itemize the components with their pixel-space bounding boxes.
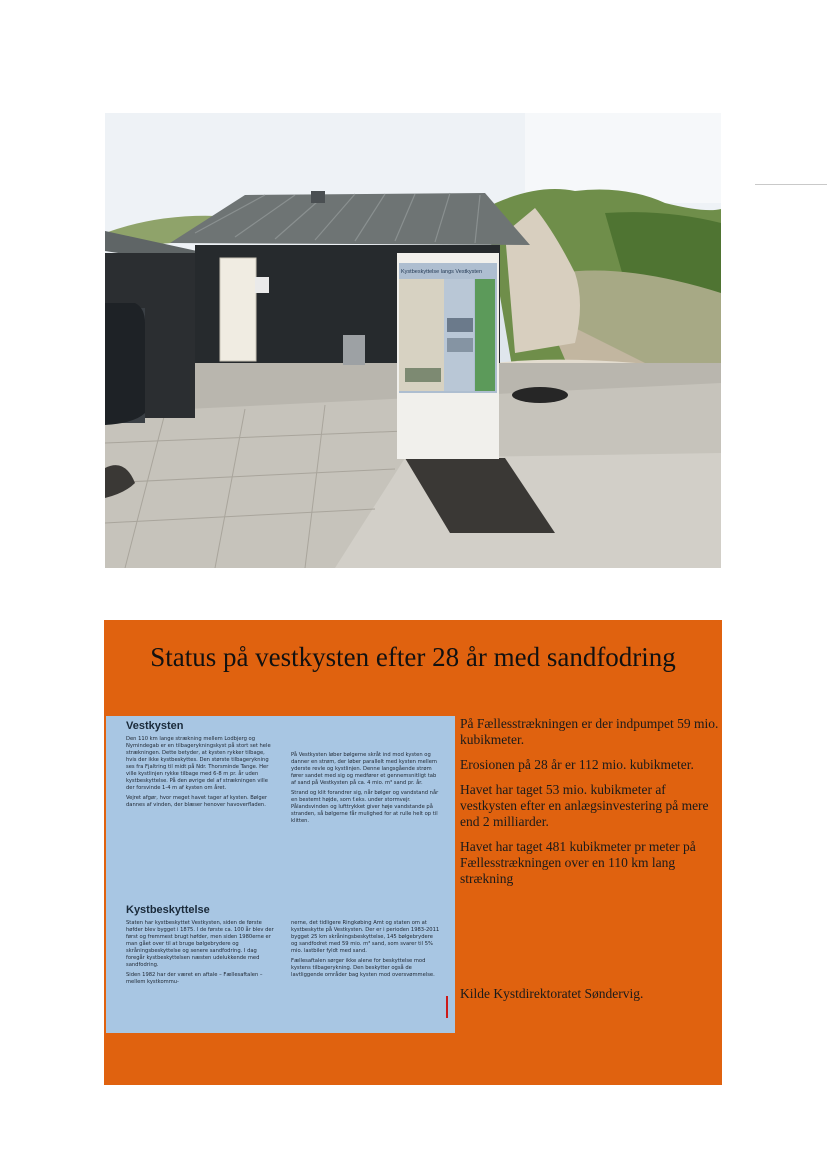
panel-col1-top bbox=[126, 736, 274, 812]
side-rule bbox=[755, 184, 827, 185]
source-note: Kilde Kystdirektoratet Søndervig. bbox=[460, 986, 644, 1001]
panel-paragraph: Vejret afgør, hvor meget havet tager af kysten. Bølger dannes af vinden, der blæser henover havoverfladen. bbox=[126, 795, 268, 808]
fact-per-meter: Havet har taget 481 kubikmeter pr meter på Fællesstrækningen over en 110 km lang strækning bbox=[460, 839, 696, 886]
panel-paragraph: Fællesaftalen sørger ikke alene for beskyttelse mod kystens tilbagerykning. Den beskytter også de lavtliggende områder bag kysten mod oversvømmelse. bbox=[291, 958, 435, 978]
panel-col2-top bbox=[291, 752, 441, 828]
sign-text-panel bbox=[106, 716, 455, 1033]
slide-title: Status på vestkysten efter 28 år med sandfodring bbox=[150, 642, 676, 672]
heading-kystbeskyttelse: Kystbeskyttelse bbox=[126, 904, 210, 916]
panel-paragraph: Siden 1982 har der været en aftale – Fællesaftalen – mellem kystkommu- bbox=[126, 972, 263, 985]
panel-paragraph: Den 110 km lange strækning mellem Lodbjerg og Nymindegab er en tilbagerykningskyst på stort set hele strækningen. Dette betyder, at kysten rykker tilbage, hvis der ikke kystbeskyttes. Den største tilbagerykning ses fra Fjaltring til midt på Ndr. Thorsminde Tange. Her ville kystlinjen rykke tilbage med 6-8 m pr. år uden kystbeskyttelse. På den øvrige del af strækningen ville der forsvinde 1-4 m af kysten om året. bbox=[126, 736, 271, 791]
panel-paragraph: Strand og klit forandrer sig, når bølger og vandstand når en bestemt højde, som f.eks. under stormvejr. Pålandsvinden og lufttrykket giver høje vandstande på stranden, så bølgerne får mulighed for at rulle helt op til klitten. bbox=[291, 790, 439, 824]
status-slide bbox=[104, 620, 722, 1085]
fact-pumped: På Fællesstrækningen er der indpumpet 59 mio. kubikmeter. bbox=[460, 716, 719, 747]
fact-sea-taken: Havet har taget 53 mio. kubikmeter af vestkysten efter en anlægsinvestering på mere end 2 milliarder. bbox=[460, 782, 709, 829]
panel-col2-bottom bbox=[291, 920, 441, 982]
sign-title-text: Kystbeskyttelse langs Vestkysten bbox=[401, 269, 483, 275]
heading-vestkysten: Vestkysten bbox=[126, 720, 184, 732]
panel-paragraph: nerne, det tidligere Ringkøbing Amt og staten om at kystbeskytte på Vestkysten. Der er i perioden 1983-2011 bygget 25 km skråningsbeskyttelse, 145 bølgebrydere og sandfodret med 59 mio. m³ sand, som svarer til 5% mio. lastbiler fyldt med sand. bbox=[291, 920, 440, 954]
panel-paragraph: På Vestkysten løber bølgerne skråt ind mod kysten og danner en strøm, der løber parallelt med kysten mellem yderste revle og kystlinjen. Denne langsgående strøm fører sandet med sig og medfører et gennemsnitligt tab af sand på Vestkysten på ca. 4 mio. m³ sand pr. år. bbox=[291, 752, 437, 786]
facts-column bbox=[460, 716, 722, 1001]
fact-erosion: Erosionen på 28 år er 112 mio. kubikmeter. bbox=[460, 757, 694, 772]
beach-photo bbox=[105, 113, 721, 568]
panel-paragraph: Staten har kystbeskyttet Vestkysten, siden de første høfder blev bygget i 1875. I de første ca. 100 år blev der først og fremmest brugt høfder, men siden 1980erne er man gået over til at bruge bølgebrydere og skråningsbeskyttelse og senere sandfodring. I dag foregår kystbeskyttelsen næsten udelukkende med sandfodring. bbox=[126, 920, 274, 968]
red-marker bbox=[446, 996, 448, 1018]
panel-col1-bottom bbox=[126, 920, 276, 989]
